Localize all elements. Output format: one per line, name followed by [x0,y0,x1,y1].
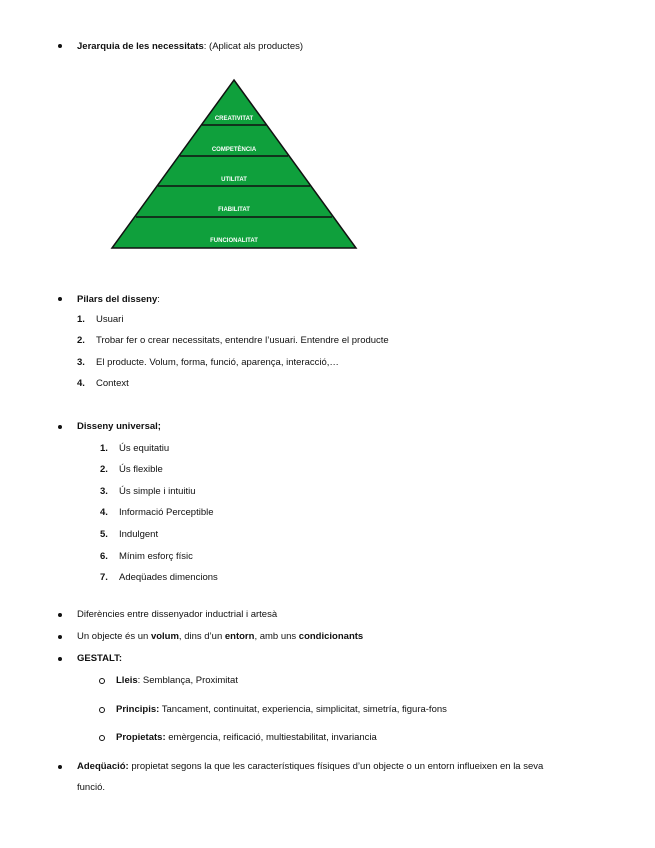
bullet [58,44,62,48]
bullet [58,635,62,639]
pyramid-shape [112,80,356,248]
list-item: Adeqüades dimencions [119,572,218,583]
list-number: 4. [100,507,108,518]
adequacio-text: propietat segons la que les característiques físiques d’un objecte o un entorn influeixen en la seva [128,761,544,772]
bullet [58,425,62,429]
pyramid-level-label: COMPETÈNCIA [211,147,257,153]
list-item: Indulgent [119,529,159,540]
list-number: 2. [100,464,108,475]
hierarchy-heading [77,41,303,53]
object-keyword: condicionants [298,631,364,642]
list-number: 5. [100,529,108,540]
adequacio-line2: funció. [77,782,105,793]
bullet [58,297,62,301]
pillars-title: Pilars del disseny [77,294,158,305]
pillars-heading [77,294,160,306]
pillars-suffix: : [157,294,160,305]
bullet [58,613,62,617]
list-number: 3. [77,357,85,368]
universal-title: Disseny universal; [77,421,161,432]
adequacio-line1 [77,761,543,773]
hierarchy-title: Jerarquia de les necessitats [77,41,204,52]
list-item: Usuari [96,314,124,325]
gestalt-item [116,732,377,744]
list-number: 2. [77,335,85,346]
differences-text: Diferències entre dissenyador inductrial i artesà [77,609,278,620]
object-definition [77,631,363,643]
gestalt-item-text: : Semblança, Proximitat [137,675,238,686]
object-text: , dins d’un [178,631,225,642]
gestalt-item-label: Lleis [116,675,138,686]
list-item: Ús equitatiu [119,443,170,454]
list-number: 1. [77,314,85,325]
gestalt-item-text: emèrgencia, reificació, multiestabilitat, invariancia [165,732,377,743]
list-item: El producte. Volum, forma, funció, aparença, interacció,… [96,357,339,368]
pyramid-level-label: UTILITAT [221,177,247,183]
gestalt-item-label: Propietats: [116,732,166,743]
needs-pyramid [110,78,358,250]
object-text: Un objecte és un [77,631,151,642]
gestalt-item-label: Principis: [116,704,160,715]
sub-bullet [99,707,105,713]
gestalt-heading [77,653,122,665]
list-number: 7. [100,572,108,583]
list-item: Trobar fer o crear necessitats, entendre l’usuari. Entendre el producte [96,335,389,346]
hierarchy-suffix: : (Aplicat als productes) [203,41,304,52]
pyramid-level-label: FUNCIONALITAT [210,238,258,244]
object-keyword: entorn [224,631,255,642]
gestalt-item [116,675,238,687]
adequacio-label: Adeqüació: [77,761,129,772]
pyramid-level-label: FIABILITAT [218,207,250,213]
list-number: 3. [100,486,108,497]
list-number: 6. [100,551,108,562]
gestalt-title: GESTALT: [77,653,123,664]
bullet [58,765,62,769]
sub-bullet [99,735,105,741]
list-item: Ús flexible [119,464,163,475]
list-item: Ús simple i intuitiu [119,486,196,497]
list-number: 1. [100,443,108,454]
list-item: Informació Perceptible [119,507,214,518]
gestalt-item [116,704,447,716]
sub-bullet [99,678,105,684]
list-item: Mínim esforç físic [119,551,193,562]
gestalt-item-text: Tancament, continuitat, experiencia, simplicitat, simetría, figura-fons [159,704,447,715]
list-number: 4. [77,378,85,389]
object-keyword: volum [150,631,179,642]
object-text: , amb uns [254,631,299,642]
pyramid-level-label: CREATIVITAT [214,116,254,122]
list-item: Context [96,378,129,389]
bullet [58,657,62,661]
universal-heading [77,421,161,433]
